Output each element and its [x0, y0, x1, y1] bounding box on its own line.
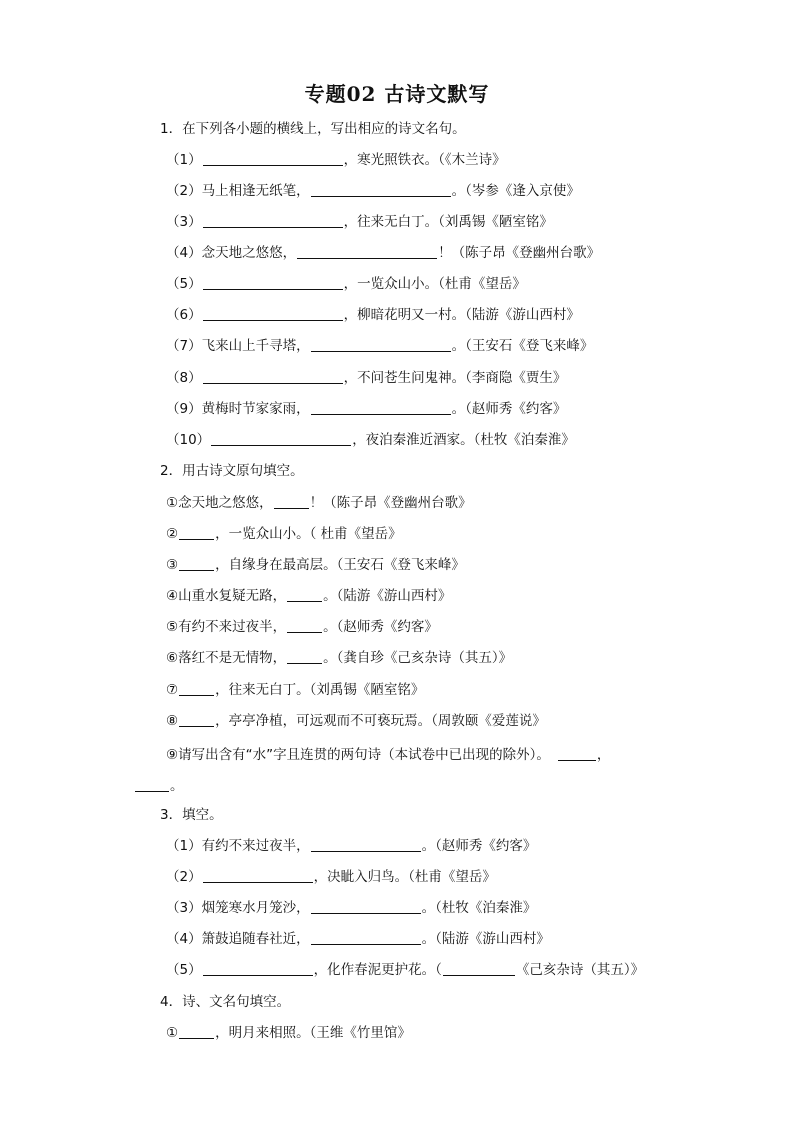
- q3-item-4: （4）箫鼓追随春社近， 。（陆游《游山西村》: [166, 931, 550, 947]
- answer-blank[interactable]: [135, 777, 169, 792]
- answer-blank[interactable]: [203, 213, 343, 228]
- q1-item-6: （6） ，柳暗花明又一村。（陆游《游山西村》: [166, 307, 580, 323]
- answer-blank[interactable]: [311, 837, 421, 852]
- answer-blank[interactable]: [203, 306, 343, 321]
- q3-item-5: （5） ，化作春泥更护花。（ 《己亥杂诗（其五）》: [166, 962, 645, 978]
- answer-blank[interactable]: [311, 337, 451, 352]
- answer-blank[interactable]: [443, 961, 515, 976]
- question-3-stem: 3．填空。: [160, 807, 223, 823]
- q2-item-5: ⑤有约不来过夜半， 。（赵师秀《约客》: [166, 619, 438, 635]
- answer-blank[interactable]: [203, 868, 313, 883]
- q2-item-6: ⑥落红不是无情物， 。（龚自珍《己亥杂诗（其五）》: [166, 650, 513, 666]
- page-title: 专题02 古诗文默写: [304, 82, 490, 106]
- q1-item-7: （7）飞来山上千寻塔， 。（王安石《登飞来峰》: [166, 338, 594, 354]
- question-2-stem: 2．用古诗文原句填空。: [160, 463, 304, 479]
- q3-item-2: （2） ，决眦入归鸟。（杜甫《望岳》: [166, 869, 496, 885]
- answer-blank[interactable]: [297, 244, 437, 259]
- q1-item-4: （4）念天地之悠悠， ！（陈子昂《登幽州台歌》: [166, 245, 601, 261]
- answer-blank[interactable]: [179, 525, 214, 540]
- q4-item-1: ① ，明月来相照。（王维《竹里馆》: [166, 1025, 411, 1041]
- q3-item-3: （3）烟笼寒水月笼沙， 。（杜牧《泊秦淮》: [166, 900, 537, 916]
- q1-item-10: （10） ，夜泊秦淮近酒家。（杜牧《泊秦淮》: [166, 432, 575, 448]
- answer-blank[interactable]: [558, 746, 596, 761]
- answer-blank[interactable]: [311, 182, 451, 197]
- q3-item-1: （1）有约不来过夜半， 。（赵师秀《约客》: [166, 838, 537, 854]
- q1-item-3: （3） ，往来无白丁。（刘禹锡《陋室铭》: [166, 214, 553, 230]
- q2-item-9: ⑨请写出含有“水”字且连贯的两句诗（本试卷中已出现的除外）。 ，: [166, 747, 611, 763]
- question-4-stem: 4．诗、文名句填空。: [160, 994, 291, 1010]
- q2-item-3: ③ ，自缘身在最高层。（王安石《登飞来峰》: [166, 557, 465, 573]
- q1-item-9: （9）黄梅时节家家雨， 。（赵师秀《约客》: [166, 401, 567, 417]
- q1-item-2: （2）马上相逢无纸笔， 。（岑参《逢入京使》: [166, 183, 580, 199]
- answer-blank[interactable]: [179, 1024, 214, 1039]
- q2-item-2: ② ，一览众山小。（ 杜甫《望岳》: [166, 526, 402, 542]
- q1-item-5: （5） ，一览众山小。（杜甫《望岳》: [166, 276, 526, 292]
- question-1-stem: 1．在下列各小题的横线上，写出相应的诗文名句。: [160, 121, 466, 137]
- answer-blank[interactable]: [211, 431, 351, 446]
- q1-item-8: （8） ，不问苍生问鬼神。（李商隐《贾生》: [166, 370, 567, 386]
- answer-blank[interactable]: [311, 899, 421, 914]
- q2-item-8: ⑧ ，亭亭净植，可远观而不可亵玩焉。（周敦颐《爱莲说》: [166, 713, 546, 729]
- answer-blank[interactable]: [287, 618, 322, 633]
- answer-blank[interactable]: [179, 681, 214, 696]
- answer-blank[interactable]: [311, 400, 451, 415]
- answer-blank[interactable]: [274, 494, 309, 509]
- answer-blank[interactable]: [287, 587, 322, 602]
- answer-blank[interactable]: [179, 712, 214, 727]
- q2-item-7: ⑦ ，往来无白丁。（刘禹锡《陋室铭》: [166, 682, 425, 698]
- answer-blank[interactable]: [203, 275, 343, 290]
- answer-blank[interactable]: [311, 930, 421, 945]
- answer-blank[interactable]: [287, 649, 322, 664]
- answer-blank[interactable]: [203, 151, 343, 166]
- answer-blank[interactable]: [179, 556, 214, 571]
- q2-item-1: ①念天地之悠悠， ！（陈子昂《登幽州台歌》: [166, 495, 472, 511]
- answer-blank[interactable]: [203, 369, 343, 384]
- q2-item-9-continuation: 。: [134, 777, 184, 795]
- q2-item-4: ④山重水复疑无路， 。（陆游《游山西村》: [166, 588, 452, 604]
- answer-blank[interactable]: [203, 961, 313, 976]
- q1-item-1: （1） ，寒光照铁衣。（《木兰诗》: [166, 152, 506, 168]
